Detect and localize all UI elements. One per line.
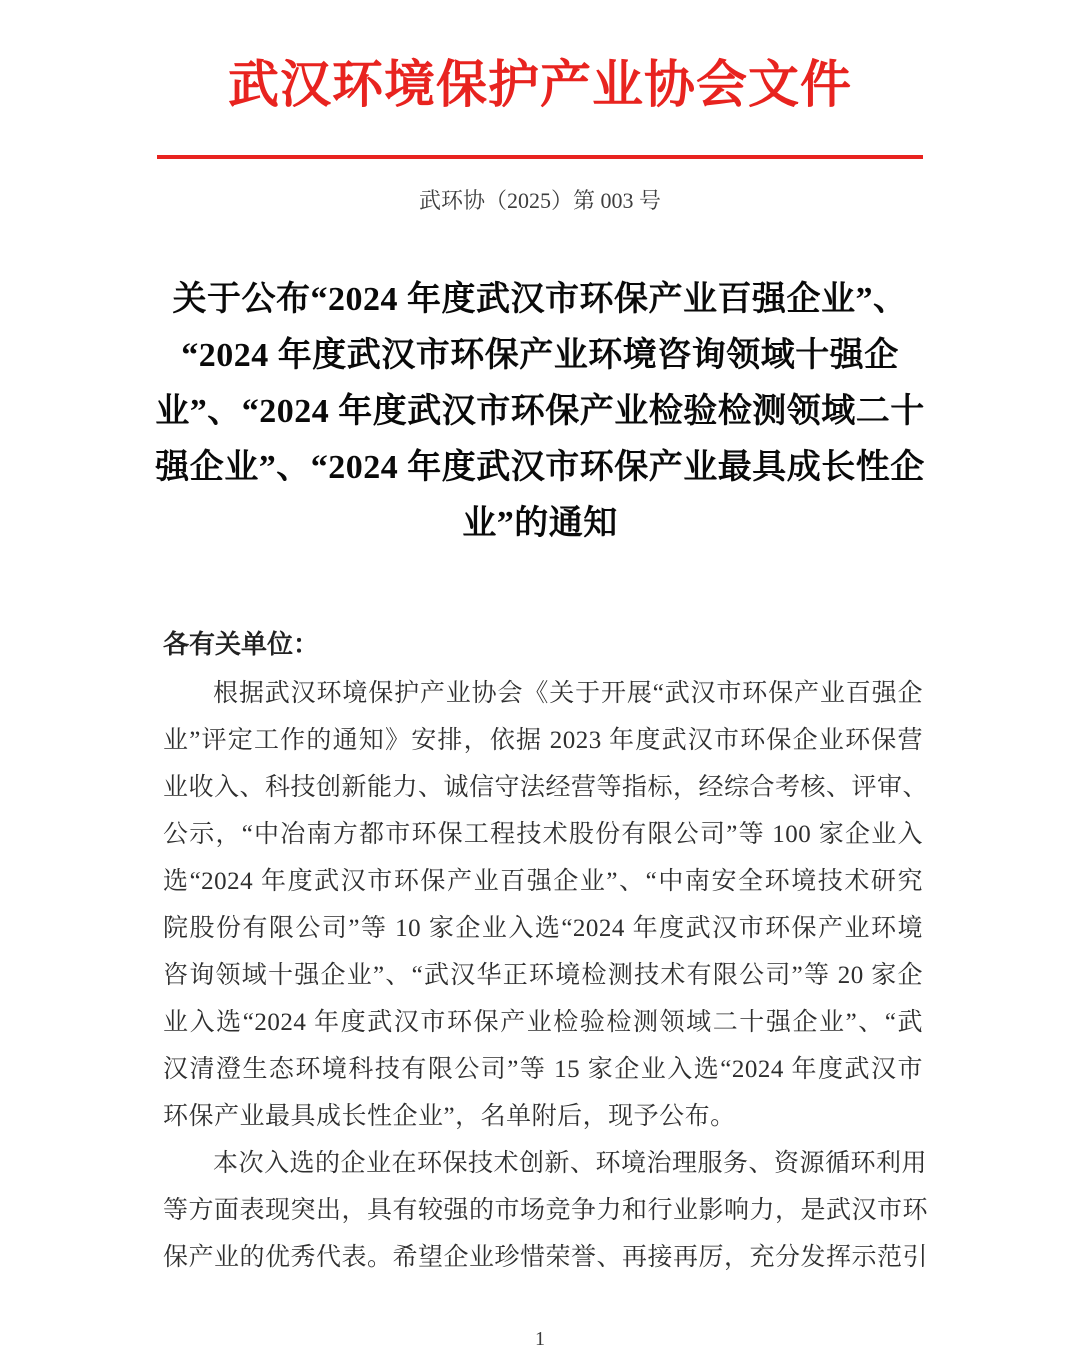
notice-title-line: 关于公布“2024 年度武汉市环保产业百强企业”、: [172, 281, 908, 318]
body-line: 本次入选的企业在环保技术创新、环境治理服务、资源循环利用: [213, 1150, 928, 1177]
salutation: 各有关单位：: [163, 630, 320, 659]
body-line: 公示，“中冶南方都市环保工程技术股份有限公司”等 100 家企业入: [163, 821, 923, 848]
body-line: 保产业的优秀代表。希望企业珍惜荣誉、再接再厉，充分发挥示范引: [163, 1244, 929, 1271]
paragraph-2: [163, 1140, 929, 1281]
body-line: 院股份有限公司”等 10 家企业入选“2024 年度武汉市环保产业环境: [163, 915, 923, 942]
notice-title-line: 强企业”、“2024 年度武汉市环保产业最具成长性企: [155, 449, 925, 486]
notice-title-line: 业”的通知: [462, 505, 618, 542]
notice-title: [110, 272, 970, 552]
body-line: 业入选“2024 年度武汉市环保产业检验检测领域二十强企业”、“武: [163, 1009, 923, 1036]
body-line: 汉清澄生态环境科技有限公司”等 15 家企业入选“2024 年度武汉市: [163, 1056, 923, 1083]
body-line: 咨询领域十强企业”、“武汉华正环境检测技术有限公司”等 20 家企: [163, 962, 923, 989]
page-number: 1: [535, 1328, 545, 1350]
org-title: 武汉环境保护产业协会文件: [227, 58, 852, 114]
body-line: 业”评定工作的通知》安排，依据 2023 年度武汉市环保企业环保营: [163, 727, 923, 754]
doc-number: 武环协（2025）第 003 号: [418, 188, 661, 213]
body-line: 等方面表现突出，具有较强的市场竞争力和行业影响力，是武汉市环: [163, 1197, 929, 1224]
notice-title-line: 业”、“2024 年度武汉市环保产业检验检测领域二十: [155, 393, 925, 430]
paragraph-1: [163, 670, 929, 1140]
body-line: 业收入、科技创新能力、诚信守法经营等指标，经综合考核、评审、: [163, 774, 929, 801]
notice-title-line: “2024 年度武汉市环保产业环境咨询领域十强企: [181, 337, 899, 374]
header-divider-line: [157, 155, 923, 159]
document-body: [163, 620, 929, 1281]
body-line: 选“2024 年度武汉市环保产业百强企业”、“中南安全环境技术研究: [163, 868, 923, 895]
body-line: 环保产业最具成长性企业”，名单附后，现予公布。: [163, 1103, 736, 1130]
body-line: 根据武汉环境保护产业协会《关于开展“武汉市环保产业百强企: [213, 680, 923, 707]
